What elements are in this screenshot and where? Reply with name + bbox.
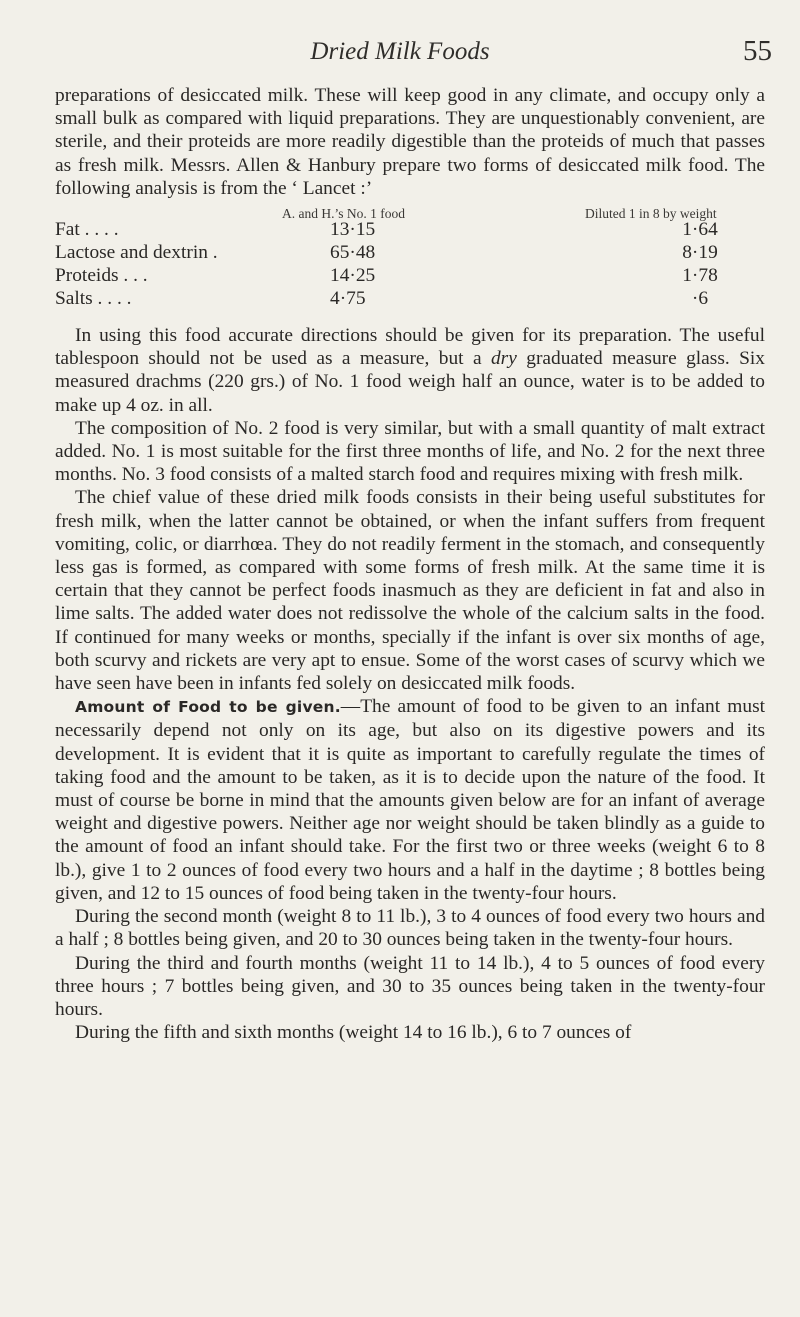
paragraph-third-fourth-month: During the third and fourth months (weight 11 to 14 lb.), 4 to 5 ounces of food every three hours ; 7 bottles being given, and 30 to 35 ounces being taken in the twenty-four hours. xyxy=(55,952,765,1020)
table-row xyxy=(55,241,765,264)
body-text xyxy=(55,84,765,1044)
row-value-diluted: ·6 xyxy=(691,288,709,310)
row-value-food: 13·15 xyxy=(330,219,376,241)
paragraph-composition: The composition of No. 2 food is very similar, but with a small quantity of malt extract added. No. 1 is most suitable for the first three months of life, and No. 2 for the next three months. No. 3 food consists of a malted starch food and requires mixing with fresh milk. xyxy=(55,417,765,486)
directions-text-a: In using this food accurate directions should be given for its preparation. The useful tablespoon should not be used as a measure, but a xyxy=(55,325,765,370)
table-row xyxy=(55,264,765,287)
row-label: Lactose and dextrin . xyxy=(55,242,218,264)
paragraph-amount xyxy=(55,695,765,905)
row-value-diluted: 8·19 xyxy=(682,242,718,264)
running-title: Dried Milk Foods xyxy=(310,38,490,65)
page-number: 55 xyxy=(743,35,772,67)
table-col-header-diluted: Diluted 1 in 8 by weight xyxy=(585,206,717,222)
analysis-table xyxy=(55,202,765,310)
paragraph-intro: preparations of desiccated milk. These will keep good in any climate, and occupy only a small bulk as compared with liquid preparations. They are unquestionably convenient, are sterile, and their proteids are more readily digestible than the proteids of much that passes as fresh milk. Messrs. Allen & Hanbury prepare two forms of desiccated milk food. The following analysis is from the ‘ Lancet :’ xyxy=(55,85,765,199)
row-value-diluted: 1·64 xyxy=(682,219,718,241)
table-row xyxy=(55,287,765,310)
paragraph-fifth-sixth-month: During the fifth and sixth months (weight 14 to 16 lb.), 6 to 7 ounces of xyxy=(75,1022,632,1044)
paragraph-second-month: During the second month (weight 8 to 11 lb.), 3 to 4 ounces of food every two hours and a half ; 8 bottles being given, and 20 to 30 ounces being taken in the twenty-four hours. xyxy=(55,906,765,951)
row-label: Proteids . . . xyxy=(55,265,148,287)
row-value-food: 14·25 xyxy=(330,265,376,287)
directions-text-b: graduated measure glass. Six measured drachms (220 grs.) of No. 1 food weigh half an ounce, water is to be added to make up 4 oz. in all. xyxy=(55,348,765,416)
row-value-food: 65·48 xyxy=(330,242,376,264)
row-value-diluted: 1·78 xyxy=(682,265,718,287)
section-heading: Amount of Food to be given. xyxy=(75,698,341,717)
running-head xyxy=(0,32,800,72)
paragraph-directions xyxy=(55,324,765,417)
table-col-header-food: A. and H.’s No. 1 food xyxy=(282,206,405,222)
directions-emphasis: dry xyxy=(490,348,517,370)
paragraph-value: The chief value of these dried milk foods consists in their being useful substitutes for fresh milk, when the latter cannot be obtained, or when the infant suffers from frequent vomiting, colic, or diarrhœa. They do not readily ferment in the stomach, and consequently less gas is formed, as compared with some forms of fresh milk. At the same time it is certain that they cannot be perfect foods inasmuch as they are deficient in fat and also in lime salts. The added water does not redissolve the whole of the calcium salts in the food. If continued for many weeks or months, specially if the infant is over six months of age, both scurvy and rickets are very apt to ensue. Some of the worst cases of scurvy which we have seen have been in infants fed solely on desiccated milk foods. xyxy=(55,487,765,695)
amount-text: —The amount of food to be given to an infant must necessarily depend not only on its age, but also on its digestive powers and its development. It is evident that it is quite as important to carefully regulate the times of taking food and the amount to be taken, as it is to decide upon the nature of the food. It must of course be borne in mind that the amounts given below are for an infant of average weight and digestive powers. Neither age nor weight should be taken blindly as a guide to the amount of food an infant should take. For the first two or three weeks (weight 6 to 8 lb.), give 1 to 2 ounces of food every two hours and a half in the daytime ; 8 bottles being given, and 12 to 15 ounces of food being taken in the twenty-four hours. xyxy=(55,696,765,904)
row-label: Salts . . . . xyxy=(55,288,132,310)
row-label: Fat . . . . xyxy=(55,219,119,241)
row-value-food: 4·75 xyxy=(330,288,366,310)
table-row xyxy=(55,218,765,241)
